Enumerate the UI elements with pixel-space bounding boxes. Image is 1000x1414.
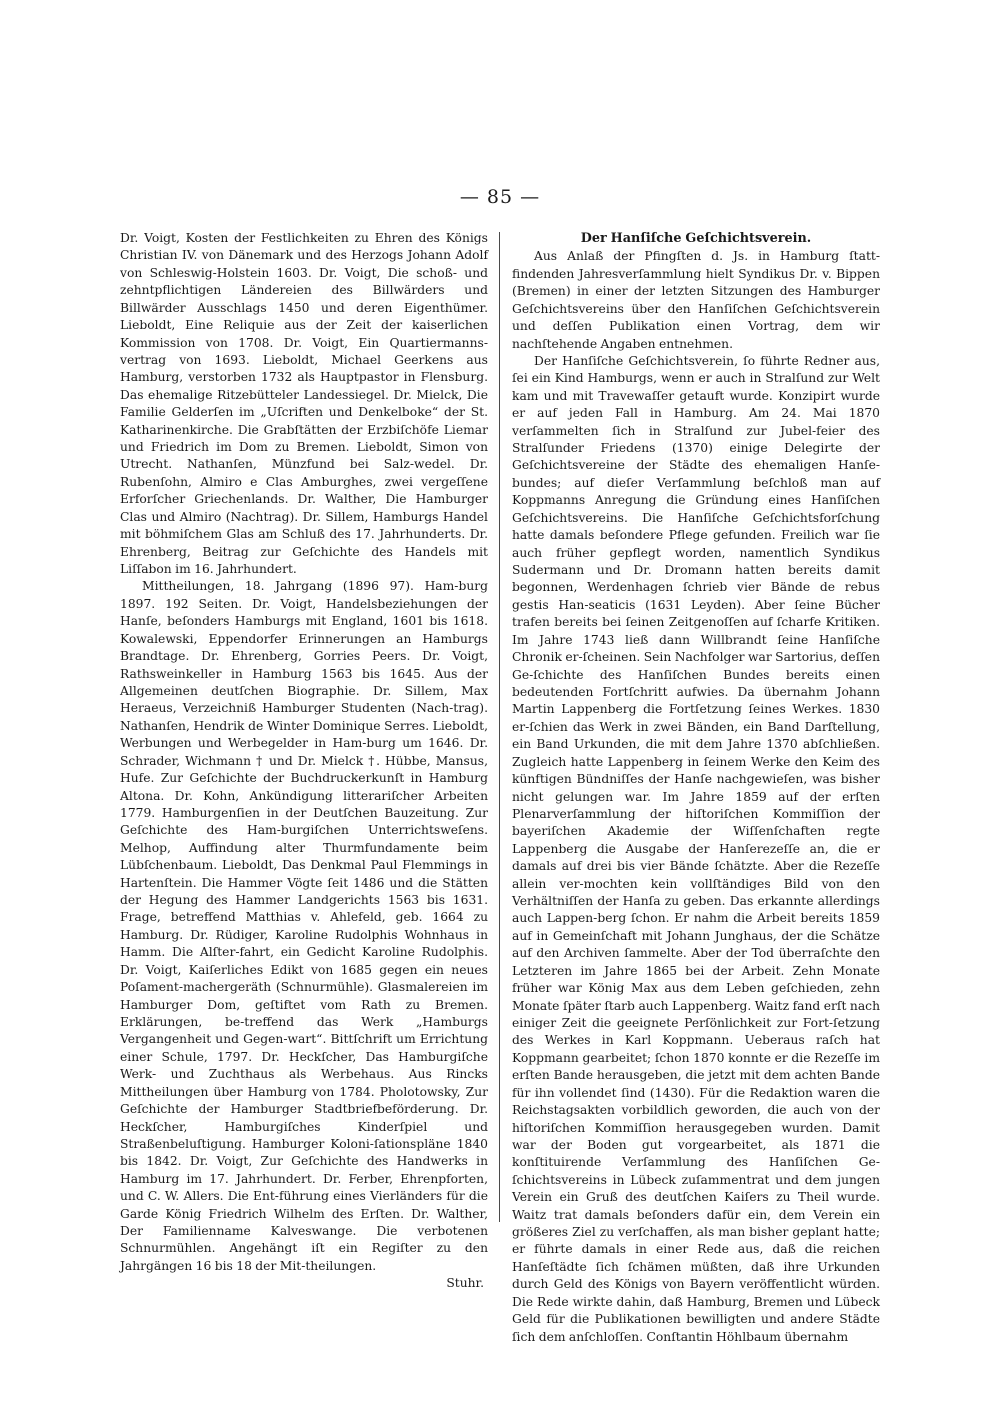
signature: Stuhr. [446, 1276, 484, 1291]
right-column [512, 230, 880, 1346]
left-paragraph-2: Mittheilungen, 18. Jahrgang (1896 97). Ham-burg 1897. 192 Seiten. Dr. Voigt, Handelsbeziehungen der Hanſe, beſonders Hamburgs mit England, 1601 bis 1618. Kowalewski, Eppendorfer Erinnerungen an Hamburgs Brandtage. Dr. Ehrenberg, Gorries Peers. Dr. Voigt, Rathsweinkeller in Hamburg 1563 bis 1645. Aus der Allgemeinen deutſchen Biographie. Dr. Sillem, Max Heraeus, Verzeichniß Hamburger Studenten (Nach-trag). Nathanſen, Hendrik de Winter Dominique Serres. Lieboldt, Werbungen und Werbegelder in Ham-burg um 1646. Dr. Schrader, Wichmann † und Dr. Mielck †. Hübbe, Mansus, Hufe. Zur Geſchichte der Buchdruckerkunſt in Hamburg Altona. Dr. Kohn, Ankündigung litterariſcher Arbeiten 1779. Hamburgenſien in der Deutſchen Bauzeitung. Zur Geſchichte des Ham-burgiſchen Unterrichtsweſens. Melhop, Auffindung alter Thurmfundamente beim Lübſchenbaum. Lieboldt, Das Denkmal Paul Flemmings in Hartenſtein. Die Hammer Vögte ſeit 1486 und die Stätten der Hegung des Hammer Landgerichts 1563 bis 1631. Frage, betreffend Matthias v. Ahlefeld, geb. 1664 zu Hamburg. Dr. Rüdiger, Karoline Rudolphis Wohnhaus in Hamm. Die Alſter-fahrt, ein Gedicht Karoline Rudolphis. Dr. Voigt, Kaiſerliches Edikt von 1685 gegen ein neues Poſament-machergeräth (Schnurmühle). Glasmalereien im Hamburger Dom, geſtiftet vom Rath zu Bremen. Erklärungen, be-treffend das Werk „Hamburgs Vergangenheit und Gegen-wart“. Bittſchrift um Errichtung einer Schule, 1797. Dr. Heckſcher, Das Hamburgiſche Werk- und Zuchthaus als Werbehaus. Aus Rincks Mittheilungen über Hamburg von 1784. Pholotowsky, Zur Geſchichte der Hamburger Stadtbriefbeförderung. Dr. Heckſcher, Hamburgiſches Kinderſpiel und Straßenbeluſtigung. Hamburger Koloni-ſationspläne 1840 bis 1842. Dr. Voigt, Zur Geſchichte des Handwerks in Hamburg im 17. Jahrhundert. Dr. Ferber, Ehrenpforten, und C. W. Allers. Die Ent-führung eines Vierländers für die Garde König Friedrich Wilhelm des Erſten. Dr. Walther, Der Familiennamе Kalveswange. Die verbotenen Schnurmühlen. Angehängt iſt ein Regiſter zu den Jahrgängen 16 bis 18 der Mit-theilungen. [120, 579, 488, 1273]
column-divider [499, 232, 500, 1222]
left-paragraph-1: Dr. Voigt, Kosten der Festlichkeiten zu Ehren des Königs Christian IV. von Dänemark und des Herzogs Johann Adolf von Schleswig-Holstein 1603. Dr. Voigt, Die schoß- und zehntpflichtigen Ländereien des Billwärders und Billwärder Ausschlags 1450 und deren Eigenthümer. Lieboldt, Eine Reliquie aus der Zeit der kaiserlichen Kommission von 1708. Dr. Voigt, Ein Quartiermanns-vertrag von 1693. Lieboldt, Michael Geerkens aus Hamburg, verstorben 1732 als Hauptpastor in Flensburg. Das ehemalige Ritzebütteler Landessiegel. Dr. Mielck, Die Familie Gelderſen im „Uſcriften und Denkelboke“ der St. Katharinenkirche. Die Grabſtätten der Erzbiſchöfe Liemar und Friedrich im Dom zu Bremen. Lieboldt, Simon von Utrecht. Nathanſen, Münzfund bei Salz-wedel. Dr. Rubenſohn, Almiro e Clas Amburghes, zwei vergeſſene Erforſcher Griechenlands. Dr. Walther, Die Hamburger Clas und Almiro (Nachtrag). Dr. Sillem, Hamburgs Handel mit böhmiſchem Glas am Schluß des 17. Jahrhunderts. Dr. Ehrenberg, Beitrag zur Geſchichte des Handels mit Liſſabon im 16. Jahrhundert. [120, 231, 488, 577]
section-heading: Der Hanſiſche Geſchichtsverein. [580, 231, 812, 246]
right-paragraph-2: Der Hanſiſche Geſchichtsverein, ſo führte Redner aus, ſei ein Kind Hamburgs, wenn er auch in Stralſund zur Welt kam und mit Travewaſſer getauft wurde. Konzipirt wurde er auf jeden Fall in Hamburg. Am 24. Mai 1870 verſammelten ſich in Stralſund zur Jubel-feier des Stralſunder Friedens (1370) einige Delegirte der Geſchichtsvereine der Städte des ehemaligen Hanſe-bundes; auf dieſer Verſammlung beſchloß man auf Koppmanns Anregung die Gründung eines Hanſiſchen Geſchichtsvereins. Die Hanſiſche Geſchichtsforſchung hatte damals beſondere Pflege gefunden. Freilich war ſie auch früher gepflegt worden, namentlich Syndikus Sudermann und Dr. Dromann hatten bereits damit begonnen, Werdenhagen ſchrieb vier Bände de rebus gestis Han-seaticis (1631 Leyden). Aber ſeine Bücher trafen bereits bei ſeinen Zeitgenoſſen auf ſcharfe Kritiken. Im Jahre 1743 ließ dann Willbrandt ſeine Hanſiſche Chronik er-ſcheinen. Sein Nachfolger war Sartorius, deſſen Ge-ſchichte des Hanſiſchen Bundes bereits einen bedeutenden Fortſchritt aufwies. Da übernahm Johann Martin Lappenberg die Fortſetzung ſeines Werkes. 1830 er-ſchien das Werk in zwei Bänden, ein Band Darſtellung, ein Band Urkunden, die mit dem Jahre 1370 abſchließen. Zugleich hatte Lappenberg in ſeinem Werke den Keim des künftigen Bündniſſes der Hanſe nachgewieſen, was bisher nicht gelungen war. Im Jahre 1859 auf der erſten Plenarverſammlung der hiſtoriſchen Kommiſſion der bayeriſchen Akademie der Wiſſenſchaften regte Lappenberg die Ausgabe der Hanſerezeſſe an, die er damals auf drei bis vier Bände ſchätzte. Aber die Rezeſſe allein ver-mochten kein vollſtändiges Bild von den Verhältniſſen der Hanſa zu geben. Das erkannte allerdings auch Lappen-berg ſchon. Er nahm die Arbeit bereits 1859 auf in Gemeinſchaft mit Johann Junghaus, der die Schätze auf den Archiven ſammelte. Aber der Tod überraſchte den Letzteren im Jahre 1865 bei der Arbeit. Zehn Monate früher war König Max aus dem Leben geſchieden, zehn Monate ſpäter ſtarb auch Lappenberg. Waitz fand erſt nach einiger Zeit die geeignete Perſönlichkeit zur Fort-ſetzung des Werkes in Karl Koppmann. Ueberaus raſch hat Koppmann gearbeitet; ſchon 1870 konnte er die Rezeſſe im erſten Bande herausgeben, die jetzt mit dem achten Bande für ihn vollendet ſind (1430). Für die Redaktion waren die Reichstagsakten vorbildlich geworden, die auch von der hiſtoriſchen Kommiſſion herausgegeben wurden. Damit war der Boden gut vorgearbeitet, als 1871 die konſtituirende Verſammlung des Hanſiſchen Ge-ſchichtsvereins in Lübeck zuſammentrat und dem jungen Verein ein Gruß des deutſchen Kaiſers zu Theil wurde. Waitz trat damals beſonders dafür ein, dem Verein ein größeres Ziel zu verſchaffen, als man bisher geplant hatte; er führte damals in einer Rede aus, daß die reichen Hanſeſtädte ſich ſchämen müßten, daß ihre Urkunden durch Geld des Königs von Bayern veröffentlicht würden. Die Rede wirkte dahin, daß Hamburg, Bremen und Lübeck Geld für die Publikationen bewilligten und andere Städte ſich dem anſchloſſen. Conſtantin Höhlbaum übernahm [512, 353, 880, 1344]
page-number: — 85 — [459, 186, 541, 208]
right-paragraph-1: Aus Anlaß der Pfingſten d. Js. in Hamburg ſtatt-findenden Jahresverſammlung hielt Syndikus Dr. v. Bippen (Bremen) in einer der letzten Sitzungen des Hamburger Geſchichtsvereins über den Hanſiſchen Geſchichtsverein und deſſen Publikation einen Vortrag, dem wir nachſtehende Angaben entnehmen. [512, 249, 880, 351]
left-column [120, 230, 488, 1293]
